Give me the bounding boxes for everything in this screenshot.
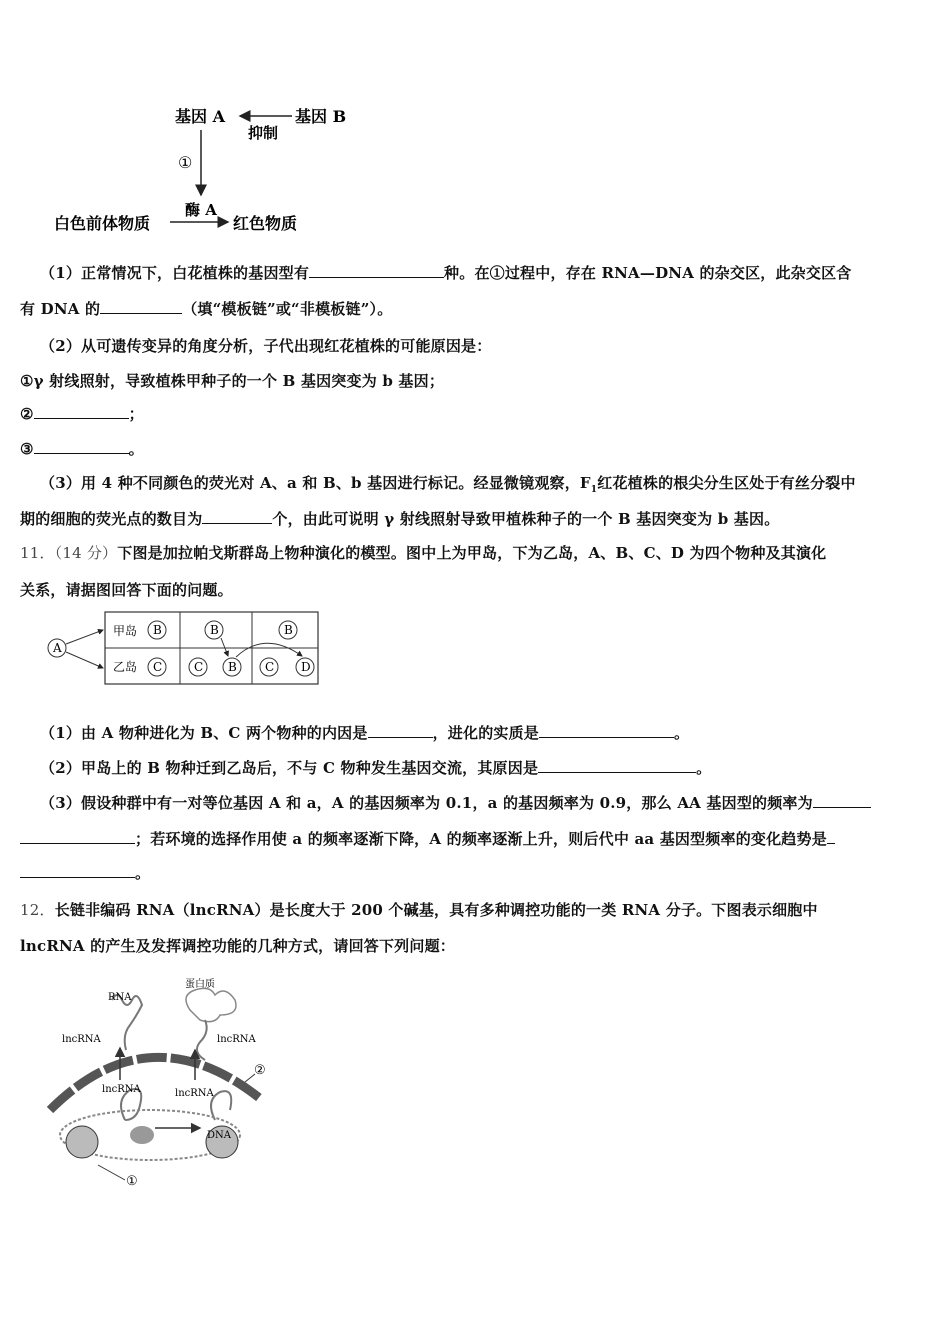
- rna-label: RNA: [108, 992, 132, 1003]
- text: 下图是加拉帕戈斯群岛上物种演化的模型。图中上为甲岛，下为乙岛，A、B、C、D 为四个物种及其演化: [117, 544, 827, 562]
- text: （2）甲岛上的 B 物种迁到乙岛后，不与 C 物种发生基因交流，其原因是: [40, 759, 539, 777]
- gene-pathway-diagram: [40, 95, 380, 245]
- answer-blank[interactable]: [368, 723, 433, 738]
- dna-label: DNA: [207, 1130, 231, 1141]
- svg-text:B: B: [153, 623, 162, 637]
- answer-blank[interactable]: [20, 863, 135, 878]
- species-c: [260, 658, 278, 676]
- q10-part1-line1: [40, 262, 851, 283]
- text: ；: [128, 405, 144, 423]
- lncrna-label: lncRNA: [217, 1034, 256, 1045]
- island-jia-label: 甲岛: [113, 624, 138, 638]
- text: 个，由此可说明 γ 射线照射导致甲植株种子的一个 B 基因突变为 b 基因。: [272, 510, 780, 528]
- svg-text:C: C: [194, 660, 204, 674]
- answer-blank[interactable]: [309, 263, 444, 278]
- step1-label: ①: [178, 153, 193, 172]
- q10-reason1: ①γ 射线照射，导致植株甲种子的一个 B 基因突变为 b 基因；: [20, 372, 445, 390]
- answer-blank[interactable]: [100, 299, 182, 314]
- q10-part3-line1: [40, 472, 856, 495]
- text: 种。在①过程中，存在 RNA—DNA 的杂交区，此杂交区含: [444, 264, 852, 282]
- lncrna-label: lncRNA: [102, 1084, 141, 1095]
- answer-blank[interactable]: [202, 509, 272, 524]
- q12-stem-line1: [20, 899, 818, 920]
- q11-part3-line1: [40, 792, 871, 813]
- species-c: [189, 658, 207, 676]
- gene-b-label: 基因 B: [295, 107, 347, 126]
- species-d: [296, 658, 314, 676]
- nucleosome: [66, 1126, 98, 1158]
- text: 。: [674, 724, 690, 742]
- protein-label: 蛋白质: [185, 979, 215, 990]
- question-number: 12．: [20, 901, 55, 919]
- svg-text:B: B: [284, 623, 293, 637]
- q10-part1-line2: [20, 298, 392, 319]
- species-a: [48, 639, 66, 657]
- answer-blank[interactable]: [20, 829, 135, 844]
- protein-shape: [186, 988, 236, 1021]
- subscript: 1: [590, 485, 598, 495]
- text: 。: [135, 864, 151, 882]
- text: 长链非编码 RNA（lncRNA）是长度大于 200 个碱基，具有多种调控功能的一类 RNA 分子。下图表示细胞中: [54, 901, 818, 919]
- species-c: [148, 658, 166, 676]
- text: ，进化的实质是: [432, 724, 539, 742]
- q11-part3-line2: [20, 828, 835, 849]
- enzyme-label: 酶 A: [185, 201, 217, 219]
- text: 期的细胞的荧光点的数目为: [20, 510, 203, 528]
- q11-part2: [40, 757, 711, 778]
- answer-blank[interactable]: [813, 793, 871, 808]
- q11-stem-line2: 关系，请据图回答下面的问题。: [20, 581, 233, 599]
- q11-stem-line1: [20, 542, 826, 563]
- svg-text:A: A: [53, 641, 62, 655]
- answer-blank[interactable]: [34, 404, 129, 419]
- lncrna-label: lncRNA: [175, 1088, 214, 1099]
- q10-part3-line2: [20, 508, 779, 529]
- lncrna-cell-diagram: [40, 970, 280, 1195]
- q10-part2: （2）从可遗传变异的角度分析，子代出现红花植株的可能原因是：: [40, 337, 492, 355]
- q11-part3-line3: [20, 862, 150, 883]
- svg-text:C: C: [265, 660, 275, 674]
- q12-stem-line2: lncRNA 的产生及发挥调控功能的几种方式，请回答下列问题：: [20, 937, 455, 955]
- gene-a-label: 基因 A: [175, 107, 225, 126]
- text: 红花植株的根尖分生区处于有丝分裂中: [597, 474, 856, 492]
- text: （3）假设种群中有一对等位基因 A 和 a，A 的基因频率为 0.1，a 的基因频率为 0.9，那么 AA 基因型的频率为: [40, 794, 813, 812]
- q10-reason3: [20, 438, 144, 459]
- svg-text:B: B: [210, 623, 219, 637]
- red-substance-label: 红色物质: [233, 214, 298, 233]
- text: （3）用 4 种不同颜色的荧光对 A、a 和 B、b 基因进行标记。经显微镜观察，F: [40, 474, 591, 492]
- lncrna-label: lncRNA: [62, 1034, 101, 1045]
- white-precursor-label: 白色前体物质: [54, 214, 151, 233]
- answer-blank[interactable]: [827, 829, 835, 844]
- island-yi-label: 乙岛: [113, 660, 138, 674]
- text: （1）正常情况下，白花植株的基因型有: [40, 264, 310, 282]
- species-b: [205, 621, 223, 639]
- island-evolution-diagram: [40, 605, 330, 695]
- text: （1）由 A 物种进化为 B、C 两个物种的内因是: [40, 724, 368, 742]
- svg-text:C: C: [153, 660, 163, 674]
- rna-strand: [112, 995, 142, 1050]
- text: ③: [20, 440, 34, 458]
- svg-text:D: D: [301, 660, 311, 674]
- text: 。: [696, 759, 712, 777]
- text: （填“模板链”或“非模板链”）。: [182, 300, 393, 318]
- text: ；若环境的选择作用使 a 的频率逐渐下降，A 的频率逐渐上升，则后代中 aa 基因型频率的变化趋势是: [135, 830, 827, 848]
- q10-reason2: [20, 403, 144, 424]
- q11-part1: [40, 722, 689, 743]
- text: 有 DNA 的: [20, 300, 101, 318]
- mark1-label: ①: [126, 1174, 138, 1189]
- mark2-label: ②: [254, 1063, 266, 1078]
- answer-blank[interactable]: [539, 723, 674, 738]
- answer-blank[interactable]: [538, 758, 696, 773]
- species-b: [148, 621, 166, 639]
- answer-blank[interactable]: [34, 439, 129, 454]
- question-number: 11．（14 分）: [20, 544, 118, 562]
- text: ②: [20, 405, 34, 423]
- species-b: [279, 621, 297, 639]
- svg-text:B: B: [228, 660, 237, 674]
- text: 。: [128, 440, 144, 458]
- species-b: [223, 658, 241, 676]
- protein-complex: [130, 1126, 154, 1144]
- inhibit-label: 抑制: [248, 124, 279, 142]
